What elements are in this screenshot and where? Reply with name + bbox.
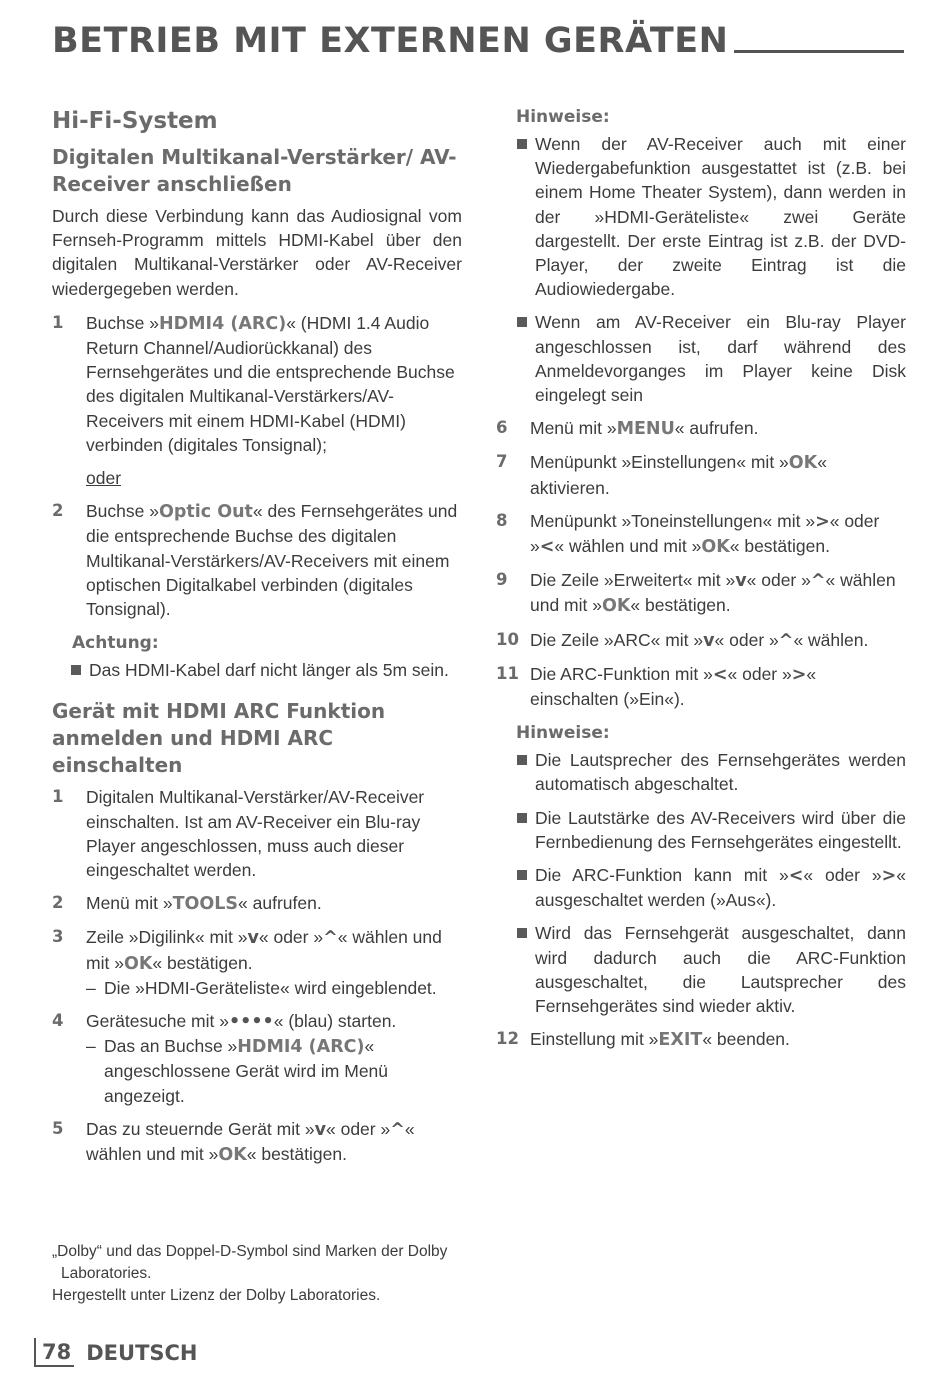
- step-text-part: Das zu steuernde Gerät mit »: [86, 1118, 315, 1139]
- hinweise-note-1: [516, 104, 906, 407]
- step-number: 2: [52, 501, 64, 521]
- step-number: 4: [52, 1011, 64, 1031]
- step-text-part: « bestätigen.: [246, 1144, 347, 1165]
- substep-text: Die »HDMI-Geräteliste« wird eingeblendet.: [104, 977, 437, 998]
- achtung-item: [70, 658, 462, 682]
- arrow-left-icon: <: [539, 537, 555, 558]
- arrow-down-icon: v: [247, 928, 259, 949]
- step-number: 1: [52, 312, 64, 332]
- step-text: [86, 1117, 462, 1167]
- arc-step-10: [496, 628, 906, 653]
- menu-button-label: MENU: [616, 419, 675, 440]
- arrow-up-icon: ^: [810, 571, 826, 592]
- socket-label-hdmi4: HDMI4 (ARC): [237, 1037, 365, 1058]
- square-bullet-icon: [517, 928, 527, 938]
- arc-step-5: [52, 1117, 462, 1167]
- step-text: [86, 499, 462, 621]
- step-text-part: Buchse »: [86, 312, 159, 333]
- oder-text: oder: [86, 468, 122, 489]
- ok-button-label: OK: [123, 953, 153, 974]
- step-number: 10: [496, 629, 519, 649]
- step-text: [86, 925, 462, 1000]
- hinweise-note-2: [516, 720, 906, 1018]
- step-text-part: « oder »: [530, 510, 880, 557]
- step-text-part: Menüpunkt »Einstellungen« mit »: [530, 452, 789, 473]
- arrow-up-icon: ^: [323, 928, 338, 949]
- step-text-part: Die Zeile »Erweitert« mit »: [530, 570, 736, 591]
- substep: [86, 1034, 462, 1108]
- achtung-note: [72, 630, 462, 682]
- step-text-part: « bestätigen.: [729, 536, 830, 557]
- note-text: Wird das Fernsehgerät ausgeschaltet, dann wird dadurch auch die ARC-Funktion ausgeschaltet, die Lautsprecher des Fernsehgerätes sind wieder aktiv.: [535, 923, 906, 1017]
- ok-button-label: OK: [218, 1145, 247, 1166]
- step-text-part: « des Fernsehgerätes und die entsprechende Buchse des digitalen Multikanal-Verstärkers/AV-Receivers mit einem optischen Digitalkabel verbinden (digitales Tonsignal).: [86, 501, 458, 620]
- step-text-part: Die ARC-Funktion mit »: [530, 663, 713, 684]
- note-text: Wenn der AV-Receiver auch mit einer Wiedergabefunktion ausgestattet ist (z.B. bei einem Home Theater System), dann werden in der »HDMI-Geräteliste« zwei Geräte dargestellt. Der erste Eintrag ist z.B. der DVD-Player, der zweite Eintrag ist die Audiowiedergabe.: [535, 134, 906, 300]
- step-text-part: « aufrufen.: [674, 418, 759, 439]
- step-text-part: « oder »: [714, 629, 779, 650]
- hinweis-item: [516, 921, 906, 1018]
- step-text-part: « oder »: [258, 927, 324, 948]
- step-text: [530, 1027, 906, 1052]
- square-bullet-icon: [517, 755, 527, 765]
- step-text-part: « aktivieren.: [530, 452, 827, 498]
- note-text-part: Die ARC-Funktion kann mit »: [535, 865, 789, 886]
- step-text-part: « oder »: [326, 1118, 391, 1139]
- arc-step-2: [52, 891, 462, 916]
- step-text-part: « oder »: [746, 570, 811, 591]
- arc-step-7: [496, 450, 906, 499]
- arc-step-11: [496, 662, 906, 711]
- socket-label-optic: Optic Out: [158, 502, 253, 523]
- hinweise-title: Hinweise:: [516, 107, 610, 127]
- step-text-part: « bestätigen.: [152, 952, 253, 973]
- note-text: Die Lautsprecher des Fernsehgerätes werden automatisch abgeschaltet.: [535, 750, 906, 795]
- exit-button-label: EXIT: [658, 1030, 703, 1051]
- hinweise-title: Hinweise:: [516, 723, 610, 744]
- note-text-part: « ausgeschaltet werden (»Aus«).: [535, 865, 906, 911]
- step-text-part: Menü mit »: [86, 893, 173, 914]
- step-number: 9: [496, 570, 508, 590]
- arrow-right-icon: >: [815, 511, 830, 532]
- title-rule: [734, 50, 904, 53]
- substep-text: [104, 1034, 462, 1108]
- hinweis-item: [516, 748, 906, 796]
- substep: [86, 976, 462, 1000]
- arrow-up-icon: ^: [390, 1119, 405, 1140]
- step-text-part: Buchse »: [86, 501, 159, 522]
- step-text: [530, 450, 906, 499]
- page-number: 78: [34, 1338, 74, 1367]
- arrow-left-icon: <: [788, 866, 804, 887]
- ok-button-label: OK: [601, 596, 631, 617]
- section-title: Hi-Fi-System: [52, 108, 218, 134]
- square-bullet-icon: [517, 813, 527, 823]
- tools-button-label: TOOLS: [172, 894, 239, 915]
- arc-step-6: [496, 416, 906, 441]
- footnote-trademark: „Dolby“ und das Doppel-D-Symbol sind Marken der Dolby Laboratories.: [52, 1243, 448, 1282]
- step-number: 11: [496, 663, 519, 683]
- ok-button-label: OK: [701, 537, 730, 558]
- square-bullet-icon: [517, 870, 527, 880]
- ok-button-label: OK: [788, 453, 818, 474]
- dash-bullet: –: [86, 977, 96, 998]
- arrow-down-icon: v: [314, 1119, 326, 1140]
- step-text: Digitalen Multikanal-Verstärker/AV-Receiver einschalten. Ist am AV-Receiver ein Blu-ray Player angeschlossen, muss auch dieser eingeschaltet werden.: [86, 787, 425, 881]
- left-column: [52, 104, 462, 1176]
- arrow-down-icon: v: [735, 571, 747, 592]
- square-bullet-icon: [71, 665, 81, 675]
- step-text-part: « (blau) starten.: [273, 1011, 397, 1032]
- note-text: [535, 863, 906, 912]
- arc-step-1: [52, 785, 462, 882]
- arc-step-8: [496, 509, 906, 559]
- square-bullet-icon: [517, 139, 527, 149]
- connect-step-2: [52, 499, 462, 621]
- step-text-part: « wählen und mit »: [530, 570, 896, 616]
- substep-text-part: Das an Buchse »: [104, 1036, 238, 1057]
- step-text-part: Einstellung mit »: [530, 1029, 659, 1050]
- step-text-part: Gerätesuche mit »: [86, 1011, 229, 1032]
- step-text-part: « wählen.: [793, 629, 869, 650]
- step-text: [530, 509, 906, 559]
- hinweis-item: [516, 806, 906, 854]
- arc-step-12: [496, 1027, 906, 1052]
- step-text-part: « aufrufen.: [238, 893, 322, 914]
- dolby-footnote: [52, 1241, 462, 1307]
- step-text: [86, 1009, 462, 1108]
- note-text: Die Lautstärke des AV-Receivers wird über die Fernbedienung des Fernsehgerätes eingestellt.: [535, 807, 906, 852]
- step-text: [86, 311, 462, 490]
- step-text-part: Die Zeile »ARC« mit »: [530, 629, 704, 650]
- arrow-right-icon: >: [791, 664, 807, 685]
- arrow-left-icon: <: [712, 664, 728, 685]
- step-number: 1: [52, 787, 64, 807]
- footnote-license: Hergestellt unter Lizenz der Dolby Laboratories.: [52, 1287, 381, 1304]
- footer-language: DEUTSCH: [86, 1341, 198, 1365]
- step-number: 7: [496, 452, 508, 472]
- step-text-part: « wählen und mit »: [554, 536, 702, 557]
- note-text-part: « oder »: [803, 865, 882, 886]
- step-text-part: « einschalten (»Ein«).: [530, 663, 817, 710]
- page-title-text: BETRIEB MIT EXTERNEN GERÄTEN: [52, 21, 729, 61]
- socket-label-hdmi4: HDMI4 (ARC): [158, 313, 287, 334]
- connect-step-1: [52, 311, 462, 490]
- step-text: [530, 662, 906, 711]
- arrow-right-icon: >: [881, 866, 897, 887]
- step-text-part: « wählen und mit »: [86, 927, 442, 973]
- step-text-part: « oder »: [727, 663, 792, 684]
- arc-step-3: [52, 925, 462, 1000]
- step-text-part: « beenden.: [702, 1029, 790, 1050]
- square-bullet-icon: [517, 317, 527, 327]
- step-number: 6: [496, 418, 508, 438]
- step-number: 8: [496, 510, 508, 530]
- right-column: [496, 104, 906, 1062]
- step-text-part: Menüpunkt »Toneinstellungen« mit »: [530, 510, 816, 531]
- step-text-part: « (HDMI 1.4 Audio Return Channel/Audiorückkanal) des Fernsehgerätes und die entsprechende Buchse des digitalen Multikanal-Verstärkers/AV-Receivers mit einem HDMI-Kabel (HDMI) verbinden (digitales Tonsignal);: [86, 312, 455, 455]
- dash-bullet: –: [86, 1036, 96, 1057]
- arrow-up-icon: ^: [778, 630, 794, 651]
- hinweis-item: [516, 310, 906, 407]
- arrow-down-icon: v: [703, 630, 715, 651]
- intro-paragraph: Durch diese Verbindung kann das Audiosignal vom Fernseh-Programm mittels HDMI-Kabel über den digitalen Multikanal-Verstärker oder AV-Receiver wiedergegeben werden.: [52, 206, 462, 299]
- step-number: 12: [496, 1029, 519, 1049]
- step-number: 2: [52, 893, 64, 913]
- step-text: [86, 891, 462, 916]
- page-footer: [34, 1338, 198, 1367]
- substep-text-part: « angeschlossene Gerät wird im Menü angezeigt.: [104, 1036, 389, 1106]
- step-text-part: « bestätigen.: [630, 595, 731, 616]
- subsection-title-arc: Gerät mit HDMI ARC Funktion anmelden und HDMI ARC einschalten: [52, 699, 386, 778]
- note-text: Das HDMI-Kabel darf nicht länger als 5m sein.: [89, 660, 449, 681]
- step-text: [530, 568, 906, 618]
- step-text-part: Menü mit »: [530, 418, 617, 439]
- note-text: Wenn am AV-Receiver ein Blu-ray Player angeschlossen ist, darf während des Anmeldevorganges im Player keine Disk eingelegt sein: [535, 312, 906, 406]
- step-text-part: « wählen und mit »: [86, 1118, 415, 1165]
- page-title: [52, 21, 904, 61]
- hinweis-item: [516, 863, 906, 912]
- arc-step-9: [496, 568, 906, 618]
- step-number: 5: [52, 1118, 64, 1138]
- step-text: [530, 628, 906, 653]
- arc-step-4: [52, 1009, 462, 1108]
- step-text-part: Zeile »Digilink« mit »: [86, 927, 248, 948]
- step-number: 3: [52, 927, 64, 947]
- hinweis-item: [516, 132, 906, 301]
- step-text: [530, 416, 906, 441]
- subsection-title-connect: Digitalen Multikanal-Verstärker/ AV-Receiver anschließen: [52, 145, 457, 196]
- color-dots-icon: ••••: [228, 1012, 274, 1033]
- achtung-title: Achtung:: [72, 633, 159, 654]
